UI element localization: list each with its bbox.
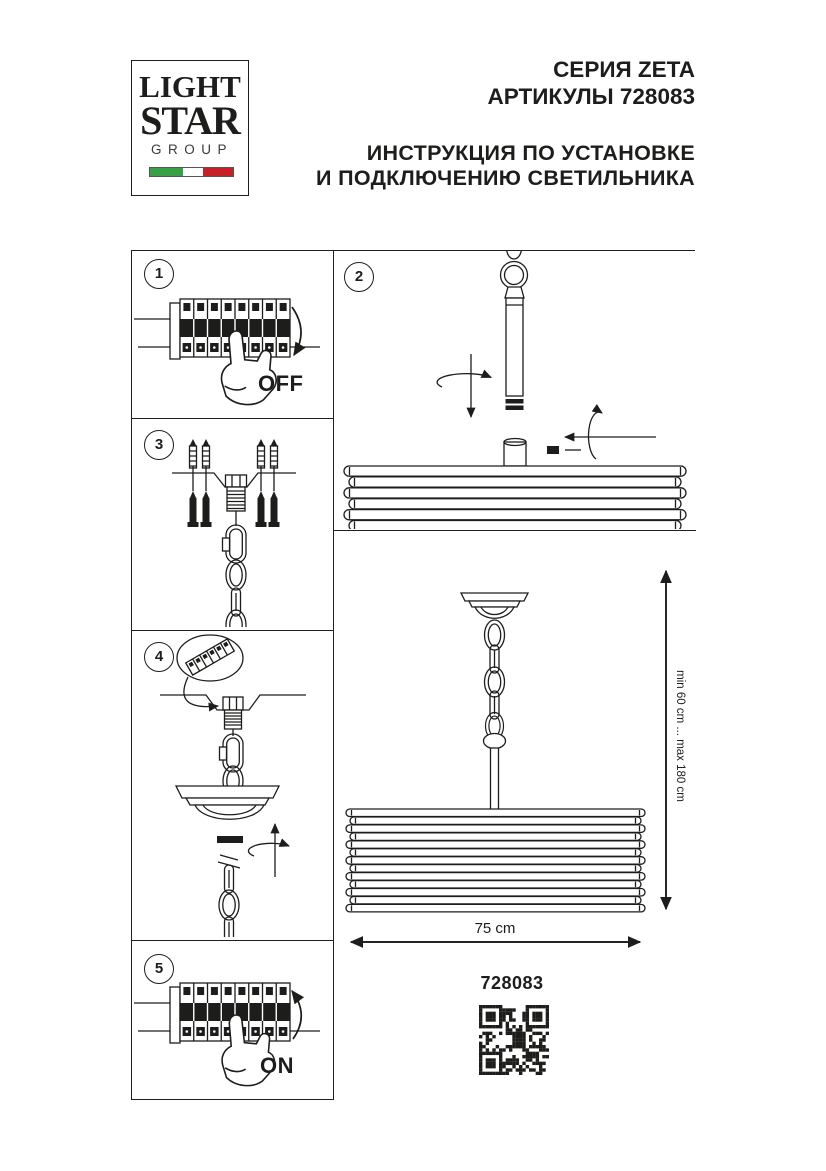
off-label: OFF bbox=[258, 371, 304, 396]
step-number-badge: 1 bbox=[144, 259, 174, 289]
header-instruction-title bbox=[300, 141, 695, 191]
instruction-grid bbox=[131, 250, 695, 1100]
flag-white bbox=[183, 168, 203, 176]
italy-flag-icon bbox=[149, 167, 234, 177]
canopy-plate bbox=[176, 786, 279, 798]
screw-icon bbox=[201, 491, 212, 527]
hex-nut bbox=[226, 475, 247, 487]
chain-link-icon bbox=[485, 667, 505, 697]
title-line1: ИНСТРУКЦИЯ ПО УСТАНОВКЕ bbox=[366, 141, 695, 165]
step-number-badge: 2 bbox=[344, 262, 374, 292]
screw-icon bbox=[256, 491, 267, 527]
article-number: 728083 bbox=[480, 973, 544, 993]
chain-link-icon bbox=[226, 610, 246, 627]
ceiling-link bbox=[507, 251, 522, 259]
dowel-icon bbox=[271, 439, 278, 468]
step1-panel bbox=[132, 251, 334, 419]
terminal-block-icon bbox=[186, 639, 235, 675]
canopy-mounting-illustration bbox=[132, 631, 332, 937]
qr-code bbox=[479, 1005, 549, 1075]
chain-link-icon bbox=[232, 588, 241, 616]
chain-link-icon bbox=[225, 865, 234, 893]
dowel-icon bbox=[203, 439, 210, 468]
screw-icon bbox=[547, 446, 559, 454]
step-number-badge: 3 bbox=[144, 430, 174, 460]
lamp-dimension-panel bbox=[334, 531, 696, 1101]
rotate-up-arrow-icon bbox=[292, 991, 301, 1039]
chain-link-icon bbox=[490, 691, 499, 719]
logo-group: GROUP bbox=[150, 142, 233, 157]
step5-panel bbox=[132, 941, 334, 1099]
width-dimension-label: 75 cm bbox=[474, 920, 516, 937]
logo-light: LIGHT bbox=[139, 69, 241, 104]
lightstar-logo bbox=[131, 60, 249, 196]
rotate-up-arrow-icon bbox=[248, 824, 289, 877]
lamp-rod bbox=[491, 748, 499, 810]
suspension-rod bbox=[506, 298, 523, 396]
series-title: СЕРИЯ ZETA bbox=[553, 57, 695, 82]
title-line2: И ПОДКЛЮЧЕНИЮ СВЕТИЛЬНИКА bbox=[316, 166, 695, 190]
logo-star: STAR bbox=[140, 98, 240, 143]
set-screw-icon bbox=[217, 836, 243, 843]
rod-assembly-illustration bbox=[334, 251, 694, 529]
decorative-ball bbox=[484, 734, 506, 749]
height-dimension-label: min 60 cm ... max 180 cm bbox=[674, 670, 686, 802]
chain-link-icon bbox=[226, 560, 246, 590]
step4-panel bbox=[132, 631, 334, 941]
chain-link-icon bbox=[219, 890, 239, 920]
rotate-down-arrow-icon bbox=[437, 354, 491, 417]
screw-icon bbox=[188, 491, 199, 527]
rotate-down-arrow-icon bbox=[292, 307, 301, 355]
lamp-shade-slats bbox=[344, 466, 686, 529]
screw-icon bbox=[269, 491, 280, 527]
step-number-badge: 4 bbox=[144, 642, 174, 672]
flag-red bbox=[203, 168, 233, 176]
dowel-icon bbox=[190, 439, 197, 468]
flag-green bbox=[150, 168, 183, 176]
hex-nut bbox=[223, 697, 243, 710]
lamp-canopy bbox=[461, 593, 528, 601]
dowel-icon bbox=[258, 439, 265, 468]
step-number-badge: 5 bbox=[144, 954, 174, 984]
header-series-block bbox=[300, 56, 695, 110]
lamp-shade-slats bbox=[346, 809, 645, 912]
step2-panel bbox=[334, 251, 696, 531]
rotate-axis-icon bbox=[588, 412, 602, 459]
quick-link-icon bbox=[223, 525, 247, 563]
articles-line: АРТИКУЛЫ 728083 bbox=[487, 84, 695, 109]
step3-panel bbox=[132, 419, 334, 631]
on-label: ON bbox=[260, 1053, 294, 1078]
open-chain-link bbox=[218, 855, 240, 868]
